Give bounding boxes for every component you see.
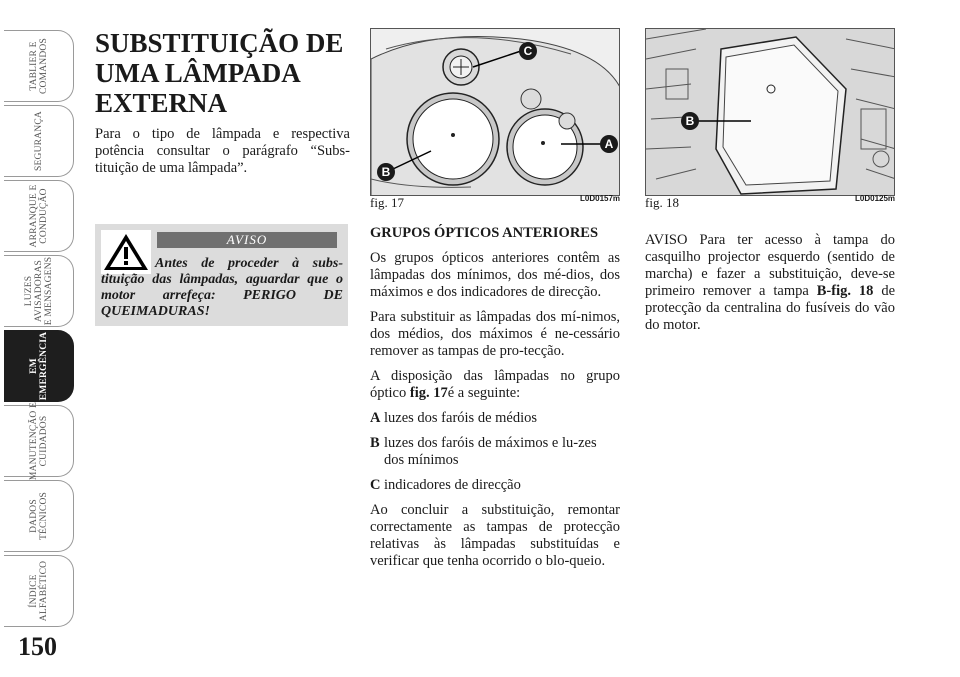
tab-label: ÍNDICE ALFABÉTICO bbox=[28, 560, 49, 622]
tab-luzes-avisadoras[interactable] bbox=[4, 255, 74, 327]
figure-reference: fig. 17 bbox=[409, 385, 448, 401]
tab-seguranca[interactable] bbox=[4, 105, 74, 177]
list-item bbox=[370, 410, 620, 427]
figure-reference: B-fig. 18 bbox=[816, 283, 874, 299]
headlamp-section bbox=[370, 225, 620, 578]
marker-b-label: B bbox=[685, 114, 695, 128]
item-key: B bbox=[370, 435, 380, 451]
page-title: SUBSTITUIÇÃO DE UMA LÂMPADA EXTERNA bbox=[95, 28, 344, 118]
tab-label: DADOS TÉCNICOS bbox=[28, 491, 49, 541]
paragraph bbox=[645, 232, 895, 334]
item-text: indicadores de direcção bbox=[384, 477, 521, 493]
intro-paragraph: Para o tipo de lâmpada e respectiva potência consultar o parágrafo “Subs-tituição de uma lâmpada”. bbox=[95, 126, 350, 176]
figure-17-headlamp-illustration bbox=[370, 28, 620, 196]
tab-dados-tecnicos[interactable] bbox=[4, 480, 74, 552]
list-item bbox=[370, 435, 620, 469]
figure-18-code: L0D0125m bbox=[855, 194, 896, 203]
item-text: luzes dos faróis de médios bbox=[384, 410, 538, 426]
tab-label: LUZES AVISADORAS E MENSAGENS bbox=[23, 256, 54, 326]
tab-arranque-conducao[interactable] bbox=[4, 180, 74, 252]
paragraph: Ao concluir a substituição, remontar correctamente as tampas de protecção relativas às lâmpadas substituídas e verificar que tenha ocorrido o blo-queio. bbox=[370, 502, 620, 569]
text-run: de protecção da centralina do fusíveis do vão do motor. bbox=[645, 283, 896, 333]
tab-manutencao-cuidados[interactable] bbox=[4, 401, 74, 481]
marker-a-label: A bbox=[604, 137, 614, 151]
chapter-sidebar bbox=[0, 0, 80, 677]
tab-label: SEGURANÇA bbox=[33, 111, 44, 171]
item-text: luzes dos faróis de máximos e lu-zes dos mínimos bbox=[384, 435, 597, 468]
warning-access-section bbox=[645, 232, 895, 342]
figure-17-caption: fig. 17 bbox=[370, 195, 404, 210]
section-heading: GRUPOS ÓPTICOS ANTERIORES bbox=[370, 225, 599, 241]
text-run: AVISO Para ter acesso à tampa do casquilho projector esquerdo (sentido de marcha) e fazer a substituição, deve-se primeiro remover a tampa bbox=[645, 232, 895, 299]
tab-label: EM EMERGÊNCIA bbox=[28, 331, 49, 401]
marker-c-label: C bbox=[523, 44, 533, 58]
tab-em-emergencia[interactable] bbox=[4, 330, 74, 402]
marker-b-label: B bbox=[381, 165, 391, 179]
figure-18-caption: fig. 18 bbox=[645, 195, 679, 210]
warning-text: Antes de proceder à subs-tituição das lâmpadas, aguardar que o motor arrefeça: PERIGO DE QUEIMADURAS! bbox=[101, 256, 343, 319]
text-run: A disposição das lâmpadas no grupo óptico bbox=[370, 368, 620, 401]
tab-tablier-comandos[interactable] bbox=[4, 30, 74, 102]
warning-label: AVISO bbox=[157, 232, 337, 248]
tab-label: ARRANQUE E CONDUÇÃO bbox=[28, 184, 49, 248]
text-run: é a seguinte: bbox=[447, 385, 521, 401]
item-key: A bbox=[370, 410, 381, 426]
figure-17-code: L0D0157m bbox=[580, 194, 621, 203]
list-item bbox=[370, 477, 620, 494]
figure-18-engine-bay-illustration bbox=[645, 28, 895, 196]
tab-indice-alfabetico[interactable] bbox=[4, 555, 74, 627]
tab-label: TABLIER E COMANDOS bbox=[28, 38, 49, 94]
page-number: 150 bbox=[18, 632, 57, 661]
paragraph: Para substituir as lâmpadas dos mí-nimos, dos médios, dos máximos é ne-cessário remover as tampas de pro-tecção. bbox=[370, 309, 620, 359]
paragraph bbox=[370, 368, 620, 402]
item-key: C bbox=[370, 477, 381, 493]
paragraph: Os grupos ópticos anteriores contêm as lâmpadas dos mínimos, dos mé-dios, dos máximos e dos indicadores de direcção. bbox=[370, 250, 620, 300]
warning-box bbox=[95, 224, 348, 326]
tab-label: MANUTENÇÃO E CUIDADOS bbox=[28, 401, 49, 481]
